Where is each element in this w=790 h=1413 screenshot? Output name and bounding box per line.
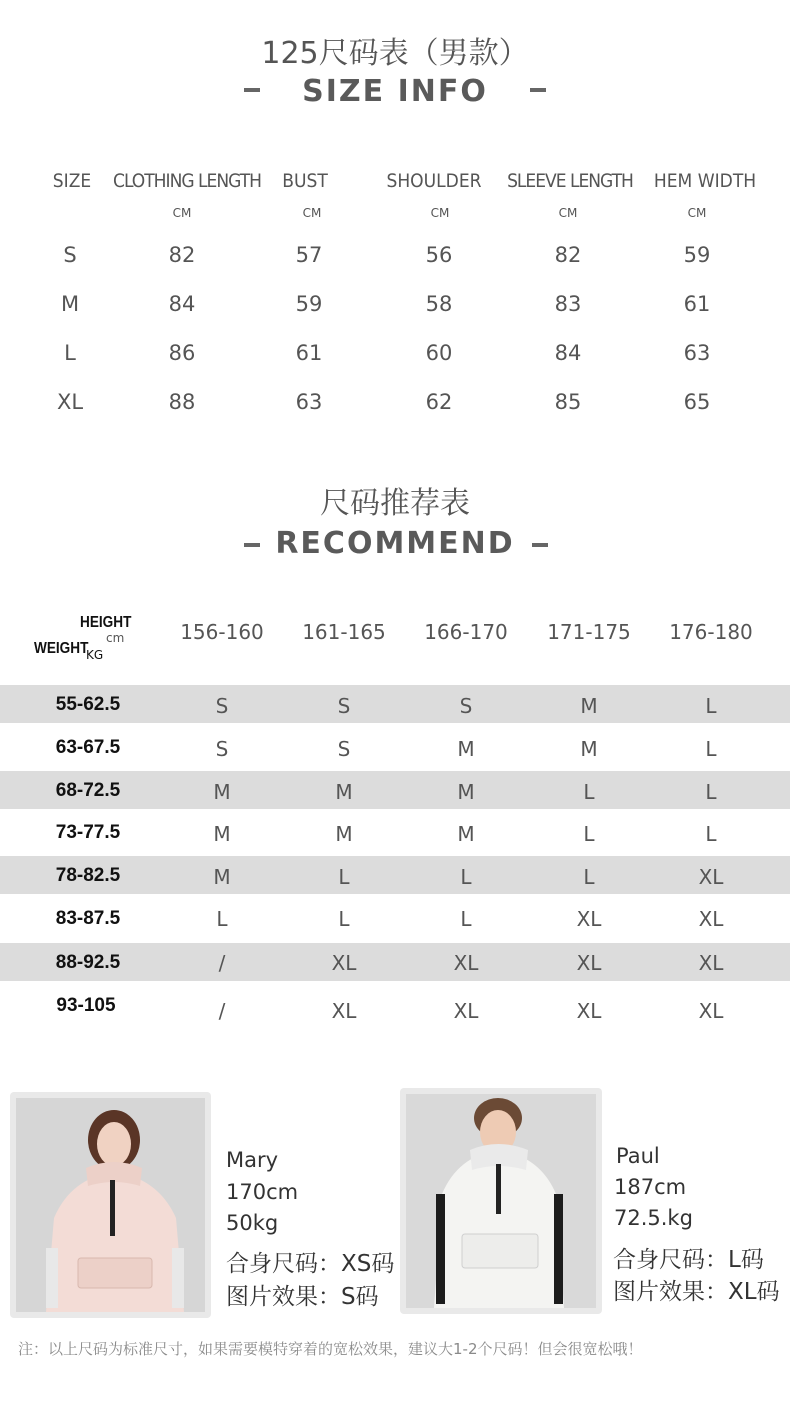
- table-cell: 60: [425, 341, 453, 365]
- size-cell: M: [457, 737, 475, 761]
- size-cell: M: [213, 865, 231, 889]
- model-illustration: [16, 1098, 205, 1312]
- height-header: 166-170: [424, 620, 508, 644]
- weight-cell: 55-62.5: [55, 694, 121, 715]
- size-cell: M: [213, 780, 231, 804]
- weight-cell: 73-77.5: [55, 822, 121, 843]
- size-info-title-cn: 125尺码表（男款）: [261, 36, 529, 71]
- column-unit: CM: [558, 206, 578, 220]
- weight-cell: 93-105: [56, 995, 116, 1016]
- size-cell: M: [335, 822, 353, 846]
- model-weight: 50kg: [226, 1211, 279, 1235]
- model-name: Mary: [226, 1148, 279, 1172]
- size-cell: M: [580, 694, 598, 718]
- model-height: 187cm: [614, 1175, 687, 1199]
- height-unit: cm: [106, 631, 125, 645]
- table-cell: 57: [295, 243, 323, 267]
- size-cell: L: [705, 780, 717, 804]
- model-illustration: [406, 1094, 596, 1308]
- height-axis-label: HEIGHT: [80, 614, 132, 631]
- column-header: SLEEVE LENGTH: [507, 170, 633, 192]
- table-cell: S: [63, 243, 77, 267]
- table-cell: 63: [295, 390, 323, 414]
- table-cell: M: [60, 292, 80, 316]
- recommend-title-en: RECOMMEND: [275, 526, 515, 561]
- size-cell: XL: [453, 951, 479, 975]
- table-cell: 61: [295, 341, 323, 365]
- size-cell: S: [215, 694, 229, 718]
- column-header: BUST: [282, 170, 328, 192]
- size-cell: L: [705, 822, 717, 846]
- table-cell: 62: [425, 390, 453, 414]
- size-cell: L: [705, 737, 717, 761]
- height-header: 161-165: [302, 620, 386, 644]
- model-height: 170cm: [226, 1180, 299, 1204]
- column-header: SIZE: [52, 170, 92, 192]
- size-cell: XL: [453, 999, 479, 1023]
- table-cell: 84: [168, 292, 196, 316]
- size-cell: XL: [576, 999, 602, 1023]
- size-cell: XL: [698, 865, 724, 889]
- weight-cell: 88-92.5: [55, 952, 121, 973]
- column-unit: CM: [430, 206, 450, 220]
- size-cell: M: [335, 780, 353, 804]
- size-cell: L: [705, 694, 717, 718]
- table-cell: 59: [295, 292, 323, 316]
- table-cell: 86: [168, 341, 196, 365]
- model-name: Paul: [616, 1144, 660, 1168]
- size-cell: L: [338, 865, 350, 889]
- model-photo-frame: [406, 1094, 596, 1308]
- table-cell: 82: [168, 243, 196, 267]
- table-cell: 59: [683, 243, 711, 267]
- table-cell: 85: [554, 390, 582, 414]
- size-cell: S: [337, 694, 351, 718]
- size-cell: XL: [698, 907, 724, 931]
- size-cell: L: [460, 865, 472, 889]
- size-cell: M: [213, 822, 231, 846]
- column-unit: CM: [172, 206, 192, 220]
- table-cell: 61: [683, 292, 711, 316]
- size-cell: XL: [576, 951, 602, 975]
- model-photo-paul: [400, 1088, 602, 1314]
- table-cell: L: [64, 341, 76, 365]
- table-cell: 58: [425, 292, 453, 316]
- size-cell: /: [218, 999, 226, 1023]
- size-cell: L: [338, 907, 350, 931]
- size-cell: XL: [698, 951, 724, 975]
- model-weight: 72.5.kg: [614, 1206, 693, 1230]
- size-cell: M: [580, 737, 598, 761]
- size-cell: XL: [576, 907, 602, 931]
- table-cell: 82: [554, 243, 582, 267]
- size-cell: S: [459, 694, 473, 718]
- weight-axis-label: WEIGHT: [34, 640, 89, 657]
- footnote: 注：以上尺码为标准尺寸，如果需要模特穿着的宽松效果，建议大1-2个尺码！但会很宽松哦！: [18, 1340, 643, 1358]
- size-cell: S: [215, 737, 229, 761]
- column-header: HEM WIDTH: [653, 170, 757, 192]
- model-fit-size: 合身尺码：XS码: [226, 1251, 395, 1277]
- size-info-title-en: SIZE INFO: [302, 74, 488, 109]
- table-cell: 88: [168, 390, 196, 414]
- column-header: CLOTHING LENGTH: [113, 170, 261, 192]
- size-cell: L: [460, 907, 472, 931]
- size-cell: XL: [331, 999, 357, 1023]
- model-photo-size: 图片效果：XL码: [613, 1279, 780, 1305]
- size-cell: XL: [698, 999, 724, 1023]
- column-header: SHOULDER: [386, 170, 482, 192]
- table-cell: 63: [683, 341, 711, 365]
- weight-cell: 63-67.5: [55, 737, 121, 758]
- size-cell: L: [583, 865, 595, 889]
- size-cell: /: [218, 951, 226, 975]
- title-dash-right: [530, 88, 546, 92]
- table-cell: 84: [554, 341, 582, 365]
- size-cell: XL: [331, 951, 357, 975]
- height-header: 171-175: [547, 620, 631, 644]
- table-cell: XL: [56, 390, 84, 414]
- size-cell: L: [583, 780, 595, 804]
- model-photo-mary: [10, 1092, 211, 1318]
- size-cell: S: [337, 737, 351, 761]
- column-unit: CM: [687, 206, 707, 220]
- size-cell: M: [457, 822, 475, 846]
- weight-unit: KG: [86, 648, 104, 662]
- size-cell: L: [216, 907, 228, 931]
- weight-cell: 83-87.5: [55, 908, 121, 929]
- title-dash-right: [532, 543, 548, 547]
- table-cell: 56: [425, 243, 453, 267]
- recommend-title-cn: 尺码推荐表: [320, 486, 470, 521]
- height-header: 176-180: [669, 620, 753, 644]
- size-cell: L: [583, 822, 595, 846]
- model-photo-size: 图片效果：S码: [226, 1284, 379, 1310]
- table-cell: 65: [683, 390, 711, 414]
- size-cell: M: [457, 780, 475, 804]
- weight-cell: 78-82.5: [55, 865, 121, 886]
- column-unit: CM: [302, 206, 322, 220]
- height-header: 156-160: [180, 620, 264, 644]
- model-fit-size: 合身尺码：L码: [613, 1247, 764, 1273]
- weight-cell: 68-72.5: [55, 780, 121, 801]
- model-photo-frame: [16, 1098, 205, 1312]
- table-cell: 83: [554, 292, 582, 316]
